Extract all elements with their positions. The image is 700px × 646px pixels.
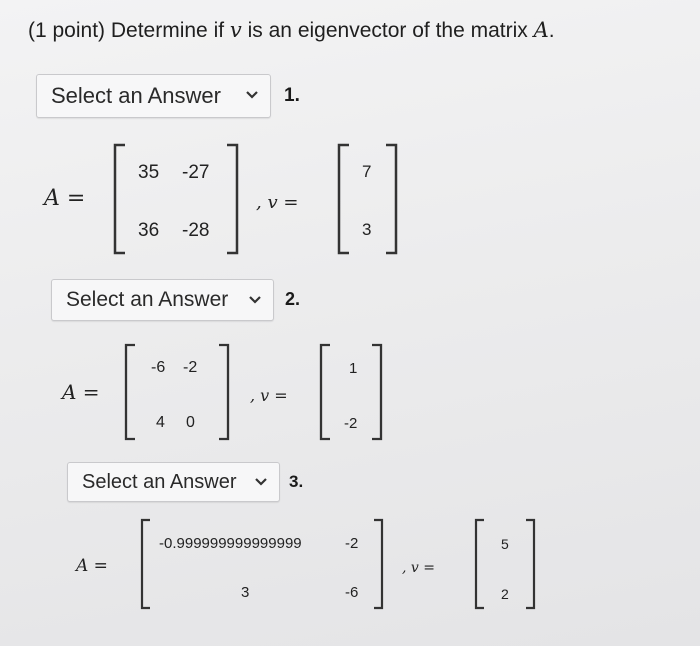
matrix-cell: -6 (151, 359, 166, 376)
vector-symbol: v (229, 18, 242, 42)
chevron-down-icon (244, 87, 260, 103)
matrix-symbol: A (533, 18, 549, 42)
matrix-cell: -28 (182, 220, 210, 241)
vector-cell: 1 (349, 360, 358, 377)
vector-right-bracket (523, 518, 537, 610)
answer-select-label: Select an Answer (82, 470, 237, 493)
vector-cell: 3 (362, 220, 372, 239)
matrix-left-bracket (123, 343, 138, 441)
matrix-label-1: A = (44, 186, 86, 211)
vector-left-bracket (473, 518, 487, 610)
matrix-cell: 35 (138, 162, 160, 183)
vector-left-bracket (336, 143, 352, 255)
matrix-left-bracket (139, 518, 153, 610)
vector-left-bracket (318, 343, 333, 441)
chevron-down-icon (253, 474, 269, 490)
vector-label-2: , v = (250, 386, 288, 405)
chevron-down-icon (247, 292, 263, 308)
part-number-1: 1. (284, 85, 300, 106)
vector-right-bracket (369, 343, 384, 441)
vector-right-bracket (383, 143, 399, 255)
question-text (28, 18, 555, 43)
part-number-3: 3. (289, 472, 304, 491)
vector-label-3: , v = (402, 560, 435, 576)
answer-select-2[interactable] (51, 279, 274, 321)
matrix-right-bracket (224, 143, 240, 255)
matrix-cell: -6 (345, 584, 359, 601)
matrix-label-2: A = (62, 380, 100, 404)
matrix-cell: -0.999999999999999 (159, 535, 302, 552)
answer-select-label: Select an Answer (66, 288, 229, 311)
question-suffix: . (548, 19, 555, 42)
question-middle: is an eigenvector of the matrix (241, 19, 534, 42)
matrix-cell: -2 (183, 359, 198, 376)
matrix-cell: 4 (156, 414, 165, 431)
vector-cell: 7 (362, 162, 372, 181)
vector-cell: -2 (344, 415, 358, 432)
matrix-cell: -2 (345, 535, 359, 552)
part-number-2: 2. (285, 289, 301, 309)
matrix-right-bracket (371, 518, 385, 610)
matrix-cell: -27 (182, 162, 210, 183)
matrix-label-3: A = (76, 556, 108, 576)
answer-select-3[interactable] (67, 462, 280, 502)
answer-select-label: Select an Answer (51, 83, 221, 108)
vector-cell: 2 (501, 586, 509, 602)
matrix-cell: 3 (241, 584, 250, 601)
vector-label-1: , v = (256, 192, 299, 213)
question-prefix: (1 point) Determine if (28, 19, 230, 42)
matrix-cell: 36 (138, 220, 160, 241)
matrix-cell: 0 (186, 414, 195, 431)
answer-select-1[interactable] (36, 74, 271, 118)
vector-cell: 5 (501, 536, 509, 552)
matrix-right-bracket (216, 343, 231, 441)
matrix-left-bracket (112, 143, 128, 255)
